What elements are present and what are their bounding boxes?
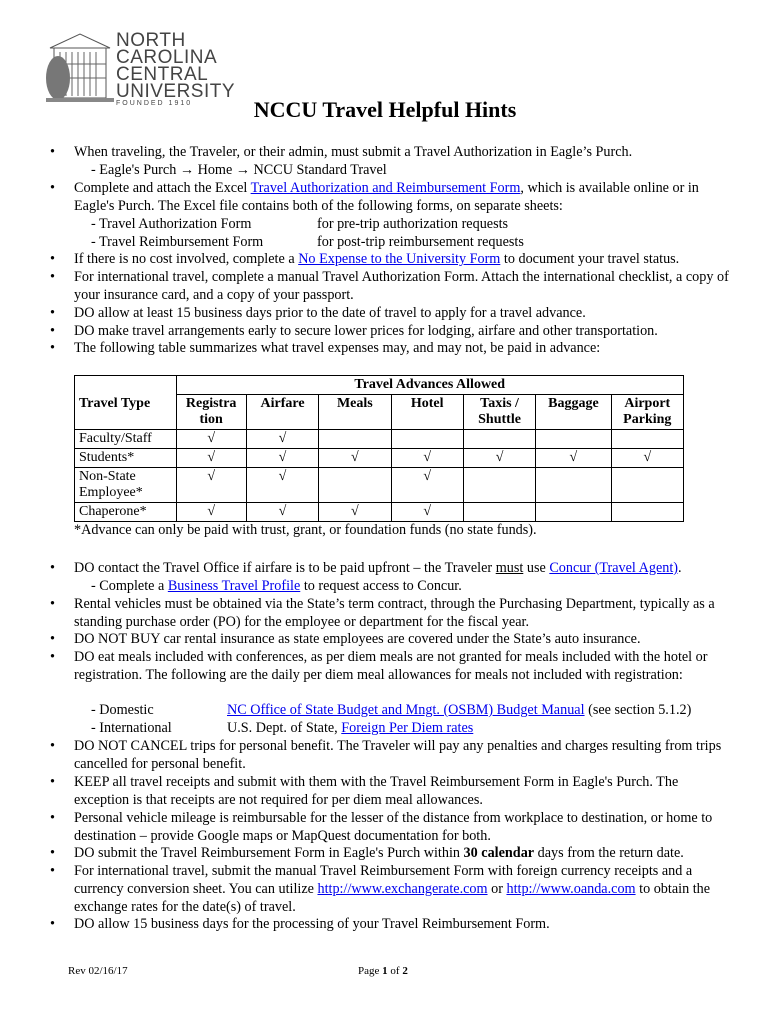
document-page: NORTH CAROLINA CENTRAL UNIVERSITY FOUNDED 1910 NCCU Travel Helpful Hints • When traveling, the Traveler, or their admin, must submit a Travel Authorization in Eagle’s Purch. - Eagle's Purch → Home → NCCU Standard Travel • Complete and attach the Excel Travel Authorization and Reimbursement Form, which is available online or in Eagle's Purch. The Excel file contains both of the following forms, on separate sheets: - Travel Authorization Form for pre-trip authorization requests - Travel Reimbursement Form for post-trip reimbursement requests • If there is no cost involved, complete a No Expense to the University Form to document your travel status. • For international travel, complete a manual Travel Authorization Form. Attach the international checklist, a copy of your insurance card, and a copy of your passport. • DO allow at least 15 business days prior to the date of travel to apply for a travel advance. • DO make travel arrangements early to secure lower prices for lodging, airfare and other transportation. • The following table summarizes what travel expenses may, and may not, be paid in advance: Travel Advances Allowed Travel Type Registra tion Airfare Meals Hotel Taxis / Shuttle Baggage Airport Parking Faculty/Staff √ √ Students* √ √ √ √ √ √ √ Non-State Employee* √ √ √ Chaperone* √ √ √ √ *Advance can only be paid with trust, grant, or foundation funds (no state funds). • DO contact the Travel Office if airfare is to be paid upfront – the Traveler must use Concur (Travel Agent). - Complete a Business Travel Profile to request access to Concur. • Rental vehicles must be obtained via the State’s term contract, through the Purchasing Department, typically as a standing purchase order (PO) for the employee or department for the fiscal year. • DO NOT BUY car rental insurance as state employees are covered under the State’s auto insurance. • DO eat meals included with conferences, as per diem meals are not granted for meals included with the hotel or registration. The following are the daily per diem meal allowances for meals not included with registration: - Domestic NC Office of State Budget and Mngt. (OSBM) Budget Manual (see section 5.1.2) - International U.S. Dept. of State, Foreign Per Diem rates • DO NOT CANCEL trips for personal benefit. The Traveler will pay any penalties and charges resulting from trips cancelled for personal benefit. • KEEP all travel receipts and submit with them with the Travel Reimbursement Form in Eagle's Purch. The exception is that receipts are not required for per diem meal allowances. • Personal vehicle mileage is reimbursable for the lesser of the distance from workplace to destination, or home to destination – provide Google maps or MapQuest documentation for both. • DO submit the Travel Reimbursement Form in Eagle's Purch within 30 calendar days from the return date. • For international travel, submit the manual Travel Reimbursement Form with foreign currency receipts and a currency conversion sheet. You can utilize http://www.exchangerate.com or http://www.oanda.com to obtain the exchange rates for the date(s) of travel. • DO allow 15 business days for the processing of your Travel Reimbursement Form. Rev 02/16/17 Page 1 of 2 (0, 0, 770, 1024)
check-mark-cell: √ (391, 468, 463, 503)
list-subitem: - Travel Authorization Form (91, 216, 252, 232)
empty-cell (611, 430, 683, 449)
check-mark-cell: √ (536, 449, 611, 468)
check-mark-cell: √ (176, 468, 246, 503)
table-cell-travel-type: Students* (75, 449, 177, 468)
empty-cell (463, 430, 535, 449)
empty-cell (536, 430, 611, 449)
list-subitem-desc: for pre-trip authorization requests (317, 216, 509, 232)
list-subitem-desc: NC Office of State Budget and Mngt. (OSBM) Budget Manual (see section 5.1.2) (227, 702, 692, 718)
osbm-budget-manual-link[interactable]: NC Office of State Budget and Mngt. (OSBM) Budget Manual (227, 702, 585, 718)
no-expense-form-link[interactable]: No Expense to the University Form (298, 251, 501, 267)
check-mark-cell: √ (246, 503, 318, 522)
table-header-cell: Travel Type (75, 395, 177, 430)
list-subitem: - Domestic (91, 702, 154, 718)
nccu-logo (46, 30, 236, 107)
check-mark-cell: √ (611, 449, 683, 468)
founded-text: FOUNDED 1910 (116, 100, 193, 107)
check-mark-cell: √ (176, 449, 246, 468)
empty-cell (319, 430, 391, 449)
table-row (75, 503, 684, 522)
table-row (75, 449, 684, 468)
building-illustration-icon (46, 30, 114, 106)
travel-auth-form-link[interactable]: Travel Authorization and Reimbursement Form (250, 180, 521, 196)
check-mark-cell: √ (463, 449, 535, 468)
check-mark-cell: √ (391, 503, 463, 522)
table-header-cell: Hotel (391, 395, 463, 430)
check-mark-cell: √ (391, 449, 463, 468)
empty-cell (463, 503, 535, 522)
travel-advances-table (74, 375, 684, 522)
table-header-cell: Meals (319, 395, 391, 430)
table-header-cell: Baggage (536, 395, 611, 430)
business-travel-profile-link[interactable]: Business Travel Profile (167, 578, 301, 594)
page-number: Page 1 of 2 (358, 965, 408, 977)
table-row (75, 468, 684, 503)
check-mark-cell: √ (176, 430, 246, 449)
check-mark-cell: √ (176, 503, 246, 522)
list-subitem: - Eagle's Purch → Home → NCCU Standard Travel (91, 162, 387, 178)
check-mark-cell: √ (246, 468, 318, 503)
university-name: NORTH CAROLINA CENTRAL UNIVERSITY (116, 30, 236, 102)
list-subitem: - Travel Reimbursement Form (91, 234, 264, 250)
table-row (75, 430, 684, 449)
empty-cell (536, 468, 611, 503)
foreign-per-diem-link[interactable]: Foreign Per Diem rates (341, 720, 474, 736)
empty-cell (611, 503, 683, 522)
table-header-cell: Airfare (246, 395, 318, 430)
list-subitem-desc: for post-trip reimbursement requests (317, 234, 524, 250)
check-mark-cell: √ (246, 449, 318, 468)
table-cell-travel-type: Non-State Employee* (75, 468, 177, 503)
check-mark-cell: √ (319, 449, 391, 468)
empty-cell (319, 468, 391, 503)
list-subitem-desc: U.S. Dept. of State, Foreign Per Diem rates (227, 720, 474, 736)
page-title: NCCU Travel Helpful Hints (253, 97, 517, 122)
table-header-cell: Registra tion (176, 395, 246, 430)
empty-cell (463, 468, 535, 503)
check-mark-cell: √ (246, 430, 318, 449)
table-header-cell: Airport Parking (611, 395, 683, 430)
table-group-header: Travel Advances Allowed (176, 376, 684, 395)
table-footnote: *Advance can only be paid with trust, grant, or foundation funds (no state funds). (74, 522, 537, 538)
list-subitem: - Complete a Business Travel Profile to request access to Concur. (91, 578, 462, 594)
table-cell-travel-type: Faculty/Staff (75, 430, 177, 449)
empty-cell (536, 503, 611, 522)
empty-cell (391, 430, 463, 449)
empty-cell (611, 468, 683, 503)
list-subitem: - International (91, 720, 172, 736)
table-header-cell: Taxis / Shuttle (463, 395, 535, 430)
oanda-link[interactable]: http://www.oanda.com (506, 880, 636, 897)
check-mark-cell: √ (319, 503, 391, 522)
table-cell-travel-type: Chaperone* (75, 503, 177, 522)
exchangerate-link[interactable]: http://www.exchangerate.com (317, 880, 488, 897)
revision-date: Rev 02/16/17 (68, 965, 128, 977)
concur-travel-agent-link[interactable]: Concur (Travel Agent) (549, 560, 679, 576)
